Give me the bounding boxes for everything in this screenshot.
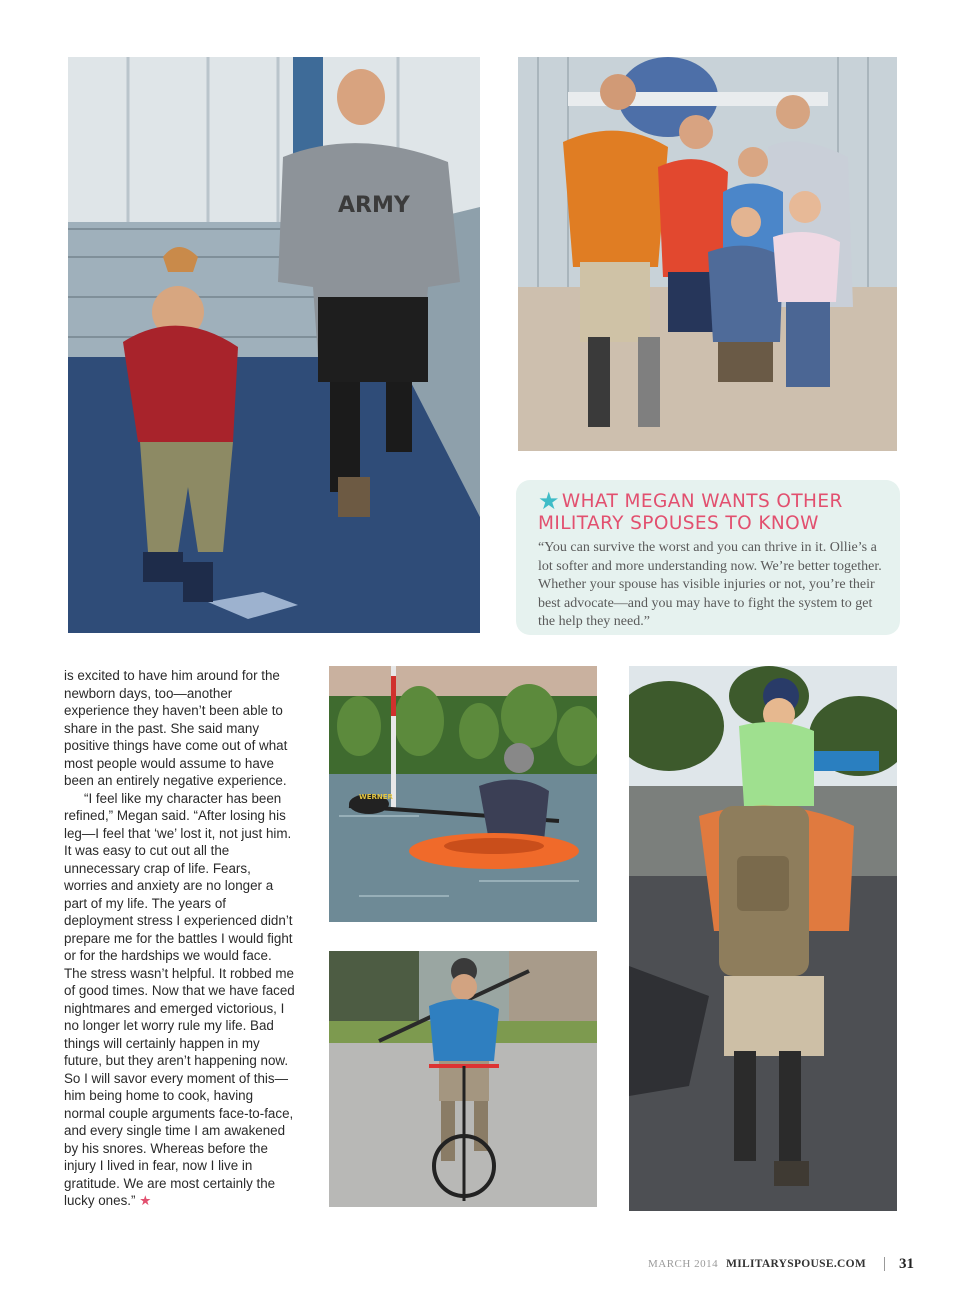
callout-box [516, 480, 900, 635]
army-shirt-text: ARMY [338, 193, 410, 218]
page-footer [648, 1253, 914, 1275]
callout-heading [538, 487, 882, 535]
article-paragraph-2-text: “I feel like my character has been refined,” Megan said. “After losing his leg—I feel that ‘we’ lost it, not just him. It was easy to cut out all the unnecessary crap of life. Fears, worries and anxiety are no longer a part of my life. The years of deployment stress I experienced didn’t prepare me for the battles I would fight or for the hardships we would face. The stress wasn’t helpful. It robbed me of good times. Now that we have faced nightmares and emerged victorious, I no longer let worry rule my life. Bad things will certainly happen in my future, but they aren’t happening now. So I will savor every moment of this—him being home to cook, having normal couple arguments face-to-face, and every single time I am awakened by his snores. Whereas before the injury I lived in fear, now I live in gratitude. We are most certainly the lucky ones.” [64, 790, 295, 1208]
photo-kayaking [329, 666, 597, 922]
callout-heading-text: WHAT MEGAN WANTS OTHER MILITARY SPOUSES TO KNOW [538, 491, 843, 534]
page-number: 31 [899, 1255, 914, 1272]
photo-family-group [518, 57, 897, 451]
website-link[interactable]: MILITARYSPOUSE.COM [726, 1258, 866, 1270]
issue-date: MARCH 2014 [647, 1258, 719, 1270]
photo-cycling [329, 951, 597, 1207]
article-paragraph-2 [64, 790, 296, 1210]
paddle-brand-text: WERNER [359, 793, 393, 801]
end-star-icon: ★ [139, 1193, 152, 1208]
photo-father-son-running [68, 57, 480, 633]
footer-divider [884, 1257, 885, 1271]
article-column [64, 667, 296, 1210]
article-paragraph-1: is excited to have him around for the newborn days, too—another experience they haven’t been able to share in the past. She said many positive things have come out of what most people would assume to have been an entirely negative experience. [64, 668, 288, 788]
photo-walking-with-child [629, 666, 897, 1211]
callout-quote: “You can survive the worst and you can thrive in it. Ollie’s a lot softer and more understanding now. We’re better together. Whether your spouse has visible injuries or not, you’re their best advocate—and you may have to fight the system to get the help they need.” [538, 540, 882, 629]
star-icon: ★ [538, 487, 560, 515]
